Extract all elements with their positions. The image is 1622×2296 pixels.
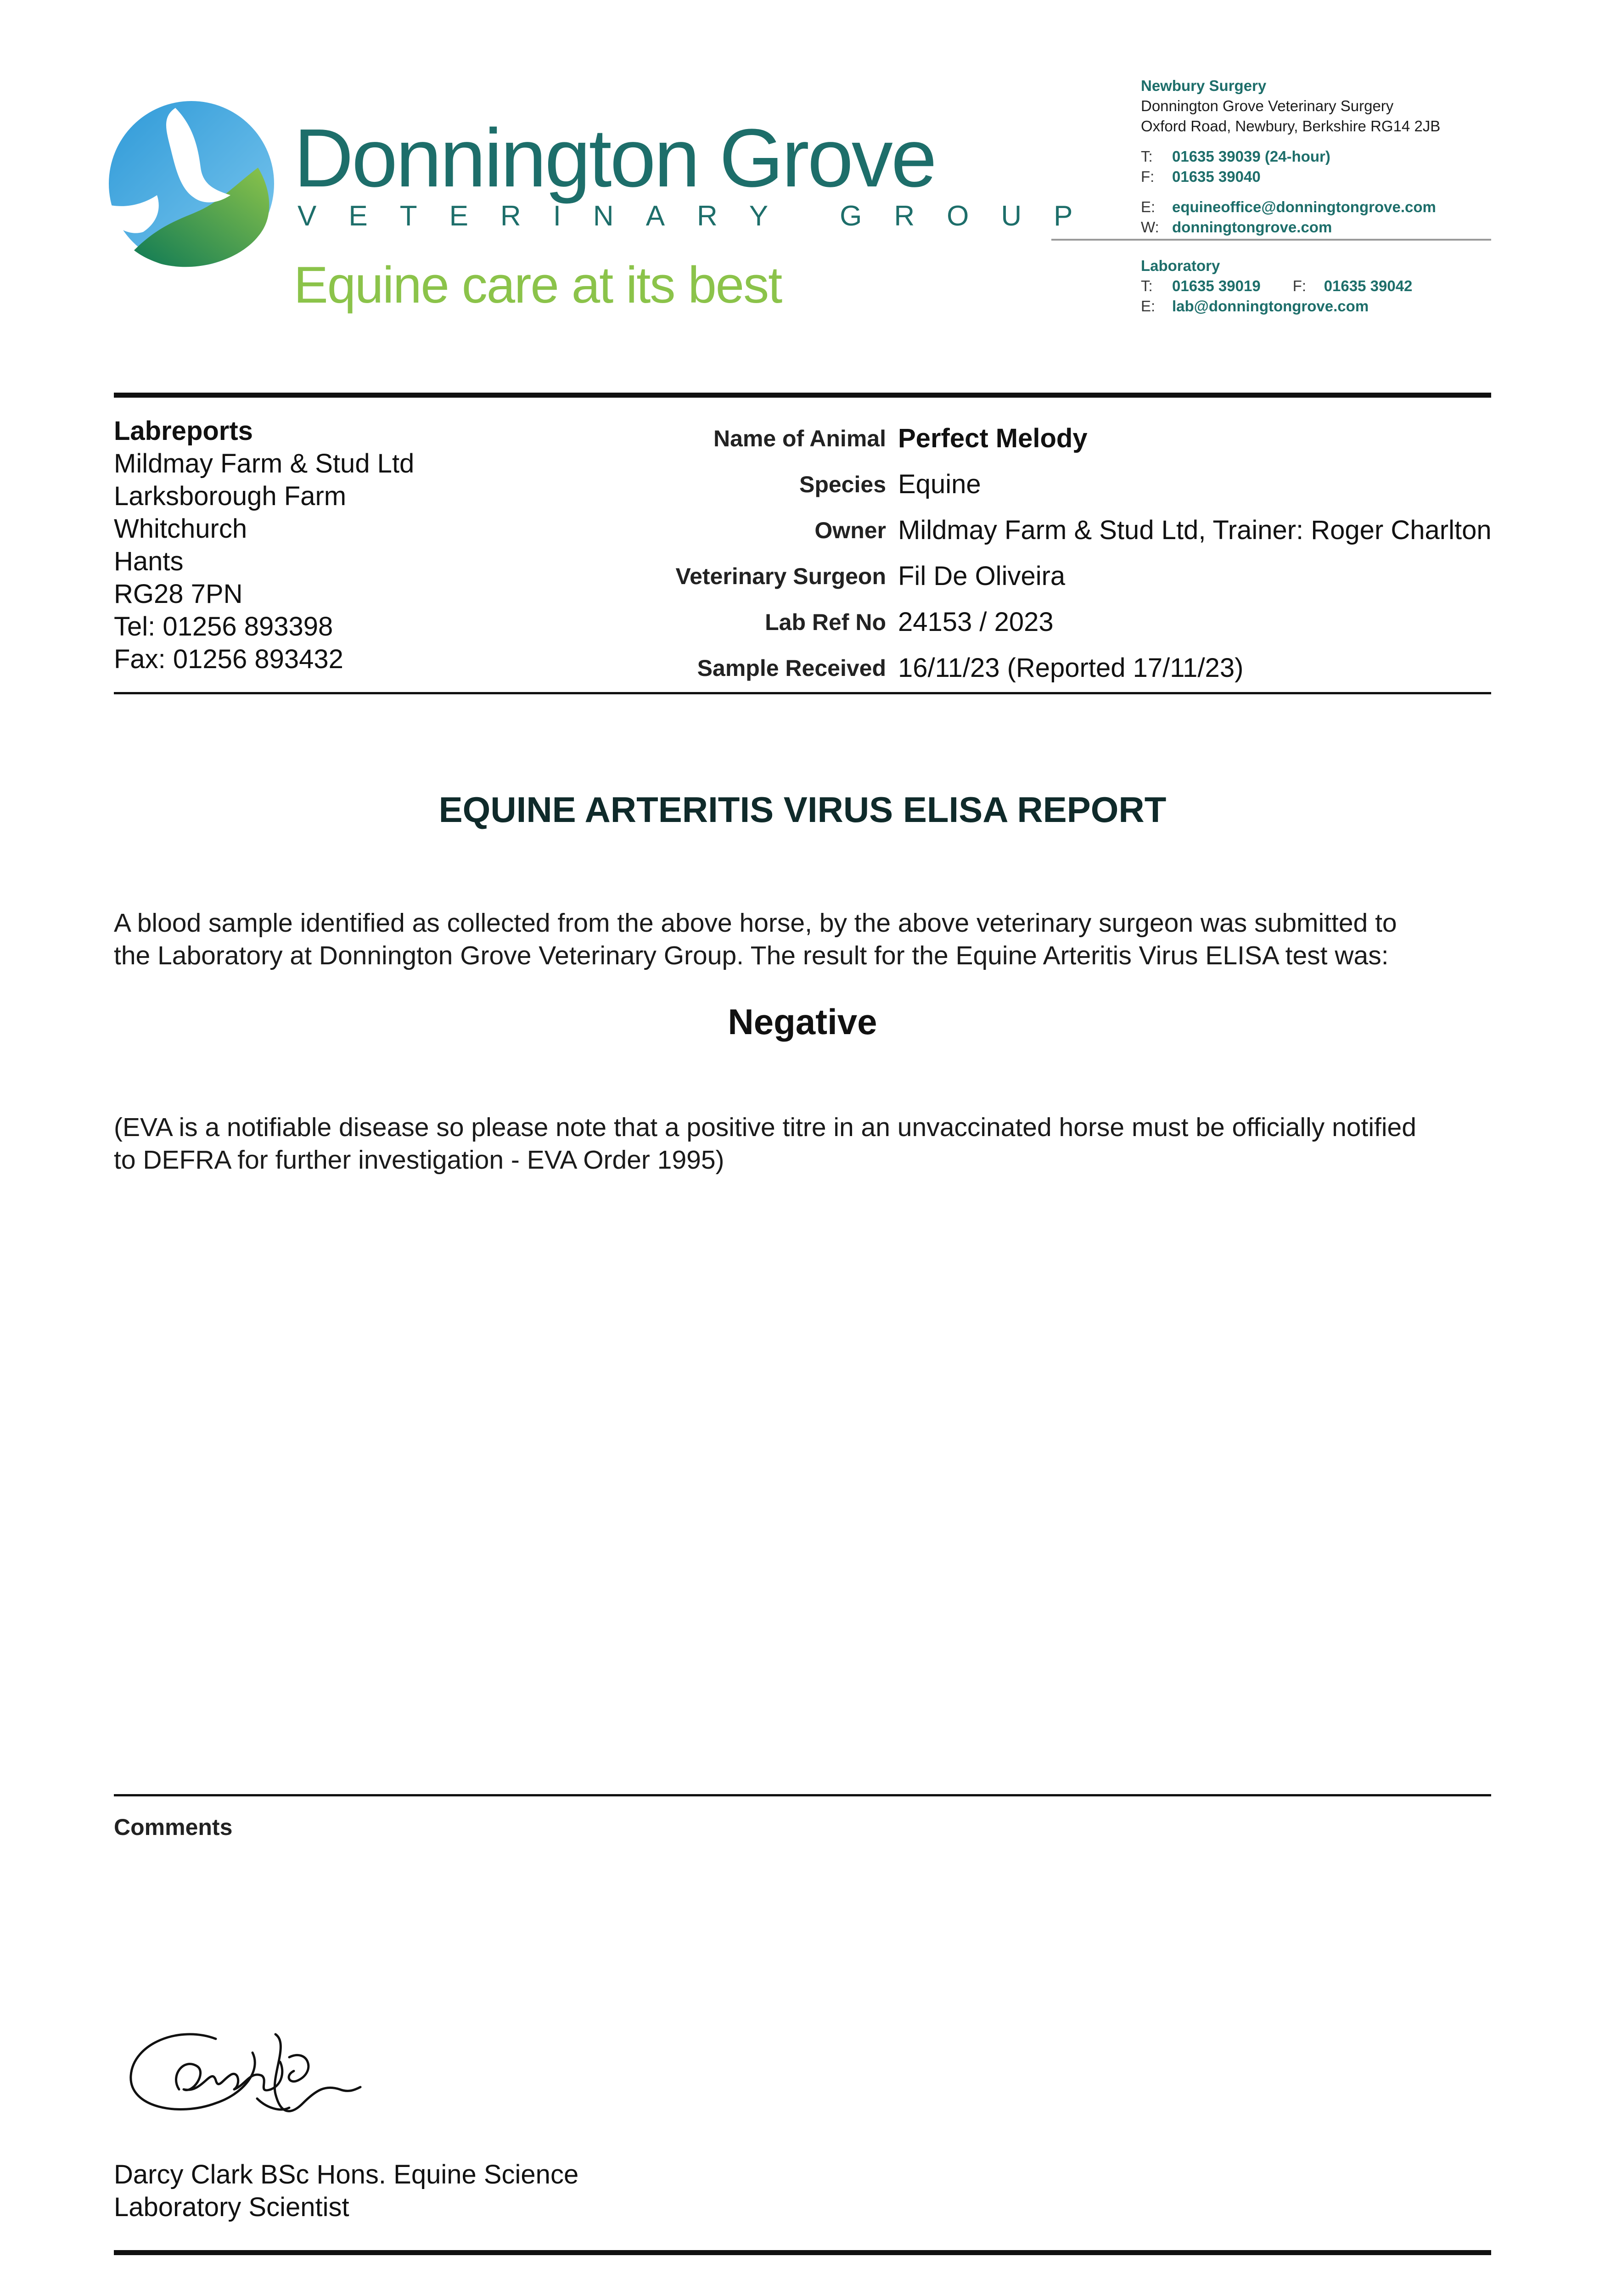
vet-label: Veterinary Surgeon (675, 563, 886, 589)
address-line: Larksborough Farm (114, 481, 347, 511)
owner-value: Mildmay Farm & Stud Ltd, Trainer: Roger Charlton (898, 515, 1492, 545)
comments-label: Comments (114, 1814, 233, 1840)
recipient-address (114, 415, 414, 675)
contact-block (1141, 76, 1508, 316)
lab-fax-label: F: (1292, 277, 1307, 294)
fax-label: F: (1141, 168, 1155, 185)
surgery-address: Oxford Road, Newbury, Berkshire RG14 2JB (1141, 118, 1441, 135)
comments-rule (114, 1794, 1491, 1796)
test-result: Negative (728, 1002, 877, 1042)
email-label: E: (1141, 198, 1156, 215)
lab-ref-label: Lab Ref No (765, 609, 886, 635)
address-line: Mildmay Farm & Stud Ltd (114, 449, 415, 478)
address-line: Tel: 01256 893398 (114, 612, 333, 642)
footer-rule (114, 2250, 1491, 2255)
surgery-name: Donnington Grove Veterinary Surgery (1141, 97, 1394, 114)
lab-email-label: E: (1141, 298, 1156, 315)
report-title: EQUINE ARTERITIS VIRUS ELISA REPORT (438, 789, 1167, 830)
sample-received-label: Sample Received (697, 655, 886, 681)
address-line: Whitchurch (114, 514, 247, 544)
body-line: the Laboratory at Donnington Grove Veterinary Group. The result for the Equine Arteritis Virus ELISA test was: (114, 941, 1389, 970)
note-line: (EVA is a notifiable disease so please note that a positive titre in an unvaccinated horse must be officially notified (114, 1113, 1416, 1142)
brand-name: Donnington Grove (294, 112, 935, 204)
surgery-website: donningtongrove.com (1172, 219, 1332, 236)
signature-icon (124, 2020, 363, 2126)
body-line: A blood sample identified as collected from the above horse, by the above veterinary surgeon was submitted to (114, 908, 1397, 938)
header-rule (114, 393, 1491, 398)
lab-phone: 01635 39019 (1172, 277, 1261, 294)
surgery-heading: Newbury Surgery (1141, 77, 1267, 94)
lab-tel-label: T: (1141, 277, 1153, 294)
notifiable-note (114, 1111, 1519, 1176)
logo-icon (107, 99, 276, 269)
lab-heading: Laboratory (1141, 257, 1220, 274)
recipient-name: Labreports (114, 416, 253, 446)
brand-subtitle: VETERINARY GROUP (297, 200, 1105, 232)
animal-name: Perfect Melody (898, 423, 1088, 453)
sample-received-value: 16/11/23 (Reported 17/11/23) (898, 653, 1244, 683)
vet-value: Fil De Oliveira (898, 561, 1066, 591)
animal-info-labels (574, 416, 886, 691)
report-body (114, 907, 1500, 972)
signatory-role: Laboratory Scientist (114, 2192, 349, 2222)
lab-fax: 01635 39042 (1324, 277, 1413, 294)
web-label: W: (1141, 219, 1159, 236)
contact-divider (1051, 239, 1491, 241)
animal-name-label: Name of Animal (713, 426, 886, 451)
species-label: Species (799, 472, 886, 497)
surgery-phone: 01635 39039 (24-hour) (1172, 148, 1330, 165)
note-line: to DEFRA for further investigation - EVA Order 1995) (114, 1145, 724, 1175)
lab-ref-value: 24153 / 2023 (898, 607, 1054, 637)
brand-tagline: Equine care at its best (294, 256, 782, 314)
signatory-name: Darcy Clark BSc Hons. Equine Science (114, 2160, 579, 2189)
surgery-fax: 01635 39040 (1172, 168, 1261, 185)
surgery-email: equineoffice@donningtongrove.com (1172, 198, 1436, 215)
address-line: Fax: 01256 893432 (114, 644, 343, 674)
species-value: Equine (898, 469, 981, 499)
owner-label: Owner (814, 518, 886, 543)
lab-email: lab@donningtongrove.com (1172, 298, 1369, 315)
tel-label: T: (1141, 148, 1153, 165)
info-rule (114, 692, 1491, 694)
animal-info-values (898, 416, 1504, 691)
address-line: RG28 7PN (114, 579, 243, 609)
signatory (114, 2158, 578, 2223)
address-line: Hants (114, 546, 184, 576)
